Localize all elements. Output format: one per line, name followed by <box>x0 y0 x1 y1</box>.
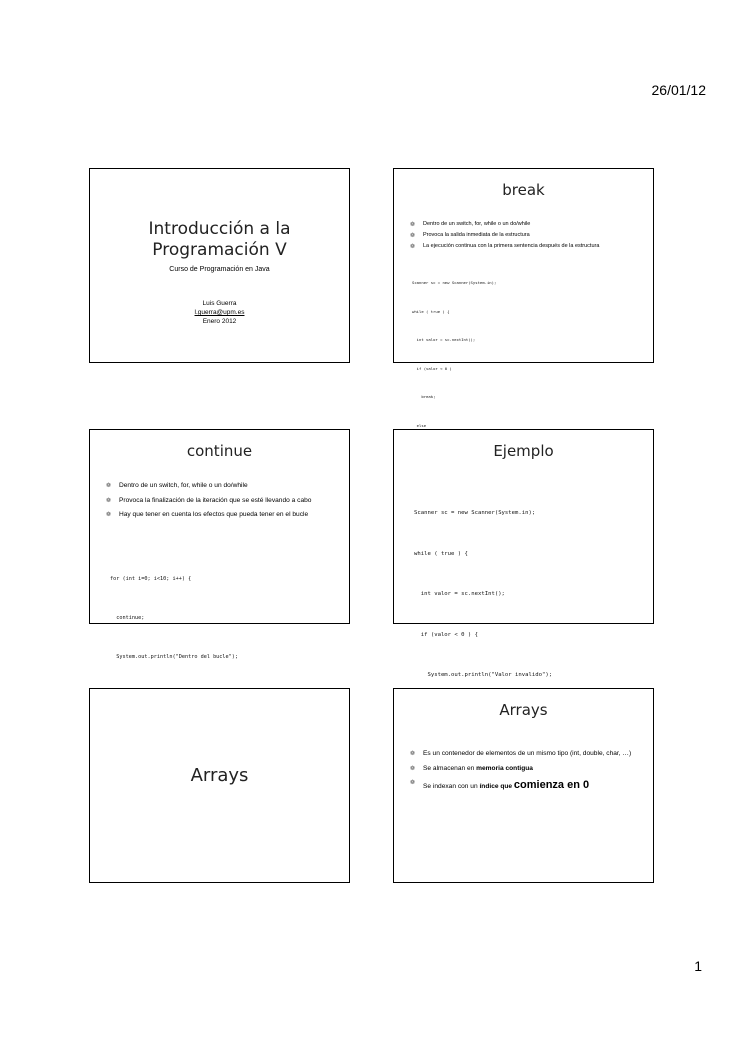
intro-title-line1: Introducción a la <box>148 219 291 239</box>
code-line: if (valor < 0 ) { <box>414 631 478 638</box>
code-line: if (valor < 0 ) <box>412 365 452 371</box>
arrays-bullets <box>410 750 637 799</box>
list-item: ❁ Dentro de un switch, for, while o un do/while <box>106 482 248 489</box>
intro-title-line2: Programación V <box>152 240 287 260</box>
author-block <box>90 299 349 326</box>
slide-ejemplo <box>393 429 654 678</box>
bullet-icon: ❁ <box>106 497 112 504</box>
slide-arrays-section <box>89 688 350 883</box>
code-line: System.out.println("Valor invalido"); <box>414 672 553 678</box>
intro-subtitle: Curso de Programación en Java <box>169 266 270 273</box>
code-line: for (int i=0; i<10; i++) { <box>110 576 192 582</box>
code-line: while ( true ) { <box>414 550 468 557</box>
list-item: ❁ Provoca la salida inmediata de la estructura <box>410 232 530 239</box>
slide-continue-title: continue <box>186 442 253 460</box>
section-title: Arrays <box>190 765 249 786</box>
list-item: ❁ Hay que tener en cuenta los efectos que pueda tener en el bucle <box>106 511 309 518</box>
code-line: Scanner sc = new Scanner(System.in); <box>412 280 497 285</box>
slide-ejemplo-title: Ejemplo <box>493 442 554 460</box>
bullet-icon: ❁ <box>410 765 416 772</box>
author-name: Luis Guerra <box>202 300 237 307</box>
code-line: break; <box>412 394 436 399</box>
list-item: ❁ Se almacenan en memoria contigua <box>410 764 533 772</box>
code-line: System.out.println("Dentro del bucle"); <box>110 654 239 660</box>
indice-text: índice que <box>479 783 513 790</box>
slide-arrays <box>393 688 654 883</box>
intro-title-block <box>90 219 349 273</box>
comienza-text: comienza en 0 <box>513 779 590 791</box>
author-email: l.guerra@upm.es <box>194 309 245 316</box>
memoria-contigua-text: memoria contigua <box>476 764 533 772</box>
code-line: int valor = sc.nextInt(); <box>414 591 505 597</box>
bullet-icon: ❁ <box>106 512 112 518</box>
code-line: Scanner sc = new Scanner(System.in); <box>414 510 536 516</box>
slide-continue <box>89 429 350 660</box>
bullet-icon: ❁ <box>410 244 416 250</box>
bullet-icon: ❁ <box>106 483 112 489</box>
bullet-icon: ❁ <box>410 233 416 239</box>
list-item: ❁ Se indexan con un índice que comienza en 0 <box>410 779 590 791</box>
code-line: while ( true ) { <box>412 308 450 314</box>
code-line: continue; <box>110 615 145 621</box>
code-line: else <box>412 422 427 428</box>
slide-break-title: break <box>502 181 545 199</box>
code-line: int valor = sc.nextInt(); <box>412 337 476 342</box>
list-item: ❁ La ejecución continua con la primera sentencia después de la estructura <box>410 243 600 250</box>
bullet-icon: ❁ <box>410 751 416 757</box>
slide-break <box>393 168 654 428</box>
bullet-icon: ❁ <box>410 222 416 228</box>
page-date: 26/01/12 <box>651 82 706 98</box>
list-item: ❁ Provoca la finalización de la iteración que se esté llevando a cabo <box>106 496 312 504</box>
list-item: ❁ Es un contenedor de elementos de un mismo tipo (int, double, char, …) <box>410 750 632 757</box>
slide-title-intro <box>89 168 350 363</box>
continue-bullets <box>106 482 333 526</box>
break-bullets <box>410 221 637 254</box>
bullet-icon: ❁ <box>410 780 416 786</box>
page-number: 1 <box>694 958 702 974</box>
slide-arrays-title: Arrays <box>499 701 548 719</box>
list-item: ❁ Dentro de un switch, for, while o un do/while <box>410 221 531 228</box>
author-date: Enero 2012 <box>202 318 237 325</box>
